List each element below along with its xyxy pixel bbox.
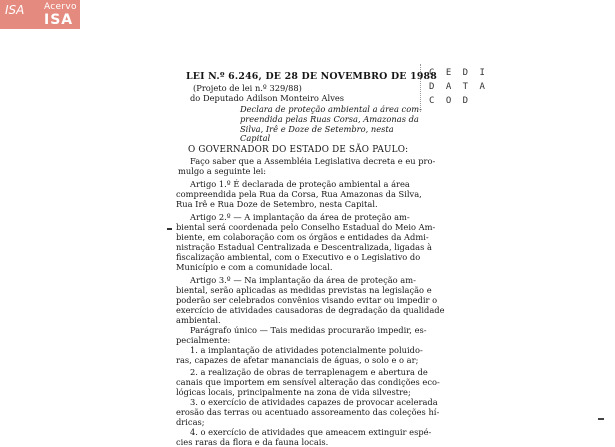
item-line: 4. o exercício de atividades que ameacem extinguir espé- xyxy=(190,427,432,437)
item-line: lógicas locais, principalmente na zona de vida silvestre; xyxy=(176,387,411,397)
item-line: 1. a implantação de atividades potencialmente poluido- xyxy=(190,345,423,355)
article-2-line: Município e com a comunidade local. xyxy=(176,262,333,272)
article-2-line: fiscalização ambiental, com o Executivo e o Legislativo do xyxy=(176,252,421,262)
item-line: cies raras da flora e da fauna locais. xyxy=(176,437,329,447)
item-line: 2. a realização de obras de terraplenagem e abertura de xyxy=(190,367,428,377)
article-3-line: Artigo 3.º — Na implantação da área de proteção am- xyxy=(190,275,416,285)
law-project: (Projeto de lei n.º 329/88) xyxy=(193,83,302,93)
law-author: do Deputado Adilson Monteiro Alves xyxy=(190,93,345,103)
ementa-line: preendida pelas Ruas Corsa, Amazonas da xyxy=(240,114,419,124)
law-title: LEI N.º 6.246, DE 28 DE NOVEMBRO DE 1988 xyxy=(186,71,437,82)
logo-isa-text: ISA xyxy=(44,12,74,28)
paragraph-line: Parágrafo único — Tais medidas procurarão impedir, es- xyxy=(190,325,427,335)
article-1-line: Artigo 1.º É declarada de proteção ambiental a área xyxy=(190,179,410,189)
article-2-line: nistração Estadual Centralizada e Descentralizada, ligadas à xyxy=(176,242,432,252)
logo-acervo-text: Acervo xyxy=(44,2,77,12)
article-1-line: Rua Irê e Rua Doze de Setembro, nesta Capital. xyxy=(176,199,378,209)
margin-mark xyxy=(598,418,604,420)
ementa-line: Silva, Irê e Doze de Setembro, nesta xyxy=(240,124,394,134)
item-line: dricas; xyxy=(176,417,205,427)
stamp-line-2: D A T A xyxy=(429,82,488,92)
article-3-line: ambiental. xyxy=(176,315,221,325)
margin-mark xyxy=(167,228,172,230)
intro-line: mulgo a seguinte lei: xyxy=(178,166,267,176)
item-line: erosão das terras ou acentuado assoreamento das coleções hí- xyxy=(176,407,440,417)
stamp-line-1: C E D I xyxy=(429,68,488,78)
item-line: 3. o exercício de atividades capazes de provocar acelerada xyxy=(190,397,438,407)
item-line: canais que importem em sensível alteração das condições eco- xyxy=(176,377,440,387)
article-3-line: poderão ser celebrados convênios visando evitar ou impedir o xyxy=(176,295,438,305)
article-2-line: biental será coordenada pelo Conselho Estadual do Meio Am- xyxy=(176,222,436,232)
article-3-line: exercício de atividades causadoras de degradação da qualidade xyxy=(176,305,445,315)
logo-mark: ISA xyxy=(5,3,25,17)
article-3-line: biental, serão aplicadas as medidas previstas na legislação e xyxy=(176,285,432,295)
governor-heading: O GOVERNADOR DO ESTADO DE SÃO PAULO: xyxy=(188,145,409,155)
intro-line: Faço saber que a Assembléia Legislativa decreta e eu pro- xyxy=(190,156,436,166)
item-line: ras, capazes de afetar mananciais de águas, o solo e o ar; xyxy=(176,355,419,365)
ementa-line: Declara de proteção ambiental a área com- xyxy=(240,104,422,114)
paragraph-line: pecialmente: xyxy=(176,335,231,345)
ementa-line: Capital xyxy=(240,133,271,143)
stamp-line-3: C O D xyxy=(429,96,472,106)
article-2-line: biente, em colaboração com os órgãos e entidades da Admi- xyxy=(176,232,429,242)
article-1-line: compreendida pela Rua da Corsa, Rua Amazonas da Silva, xyxy=(176,189,422,199)
article-2-line: Artigo 2.º — A implantação da área de proteção am- xyxy=(190,212,410,222)
